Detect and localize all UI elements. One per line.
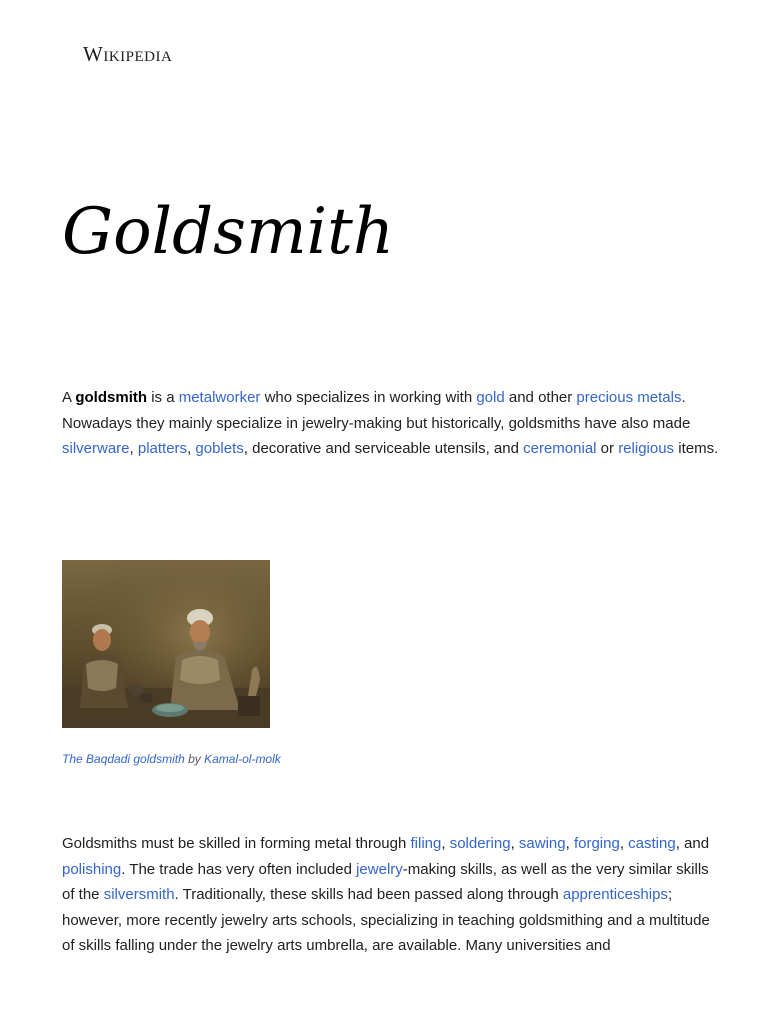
- text: ,: [565, 835, 574, 852]
- text: Goldsmiths must be skilled in forming metal through: [62, 835, 411, 852]
- text: ,: [129, 440, 138, 457]
- link-silverware[interactable]: silverware: [62, 440, 130, 457]
- text: ,: [619, 835, 629, 852]
- text: items.: [674, 440, 719, 457]
- link-caption-artist[interactable]: Kamal-ol-molk: [204, 752, 281, 766]
- text: , and: [675, 835, 710, 852]
- text: . Nowadays they mainly specialize in jewelry-making but historically, goldsmiths have also made: [62, 389, 691, 432]
- link-platters[interactable]: platters: [137, 440, 188, 457]
- link-caption-title[interactable]: The Baqdadi goldsmith: [62, 752, 185, 766]
- intro-paragraph: [62, 385, 722, 462]
- text: ; however, more recently jewelry arts schools, specializing in teaching goldsmithing and a multitude of skills falling under the jewelry arts umbrella, are available. Many universities and: [62, 886, 710, 954]
- text: A: [62, 389, 76, 406]
- link-precious-metals[interactable]: precious metals: [576, 389, 682, 406]
- link-silversmith[interactable]: silversmith: [103, 886, 175, 903]
- text: , decorative and serviceable utensils, and: [243, 440, 524, 457]
- image-caption: [62, 750, 281, 768]
- link-soldering[interactable]: soldering: [449, 835, 511, 852]
- text: ,: [187, 440, 196, 457]
- body-paragraph: [62, 831, 722, 959]
- link-gold[interactable]: gold: [476, 389, 505, 406]
- link-filing[interactable]: filing: [410, 835, 442, 852]
- bold-term: goldsmith: [75, 389, 148, 406]
- link-polishing[interactable]: polishing: [62, 860, 122, 878]
- text: . The trade has very often included: [121, 860, 357, 878]
- link-jewelry[interactable]: jewelry: [356, 860, 403, 878]
- text: is a: [147, 389, 179, 406]
- text: or: [596, 440, 619, 457]
- link-religious[interactable]: religious: [618, 440, 675, 457]
- link-forging[interactable]: forging: [573, 835, 620, 852]
- text: and other: [504, 389, 577, 406]
- link-sawing[interactable]: sawing: [518, 835, 566, 852]
- link-casting[interactable]: casting: [628, 835, 676, 852]
- painting-illustration: [62, 560, 270, 728]
- link-metalworker[interactable]: metalworker: [178, 389, 261, 406]
- text: ,: [510, 835, 519, 852]
- link-ceremonial[interactable]: ceremonial: [523, 440, 597, 457]
- text: ,: [441, 835, 450, 852]
- text: -making skills, as well as the very similar skills of the: [62, 860, 709, 903]
- text: . Traditionally, these skills had been passed along through: [174, 886, 563, 903]
- page-title: Goldsmith: [62, 195, 395, 269]
- caption-text: by: [184, 752, 205, 766]
- text: who specializes in working with: [260, 389, 477, 406]
- wikipedia-logo[interactable]: Wikipedia: [83, 42, 173, 66]
- link-goblets[interactable]: goblets: [195, 440, 244, 457]
- link-apprenticeships[interactable]: apprenticeships: [562, 886, 668, 903]
- goldsmith-painting-image[interactable]: [62, 560, 270, 728]
